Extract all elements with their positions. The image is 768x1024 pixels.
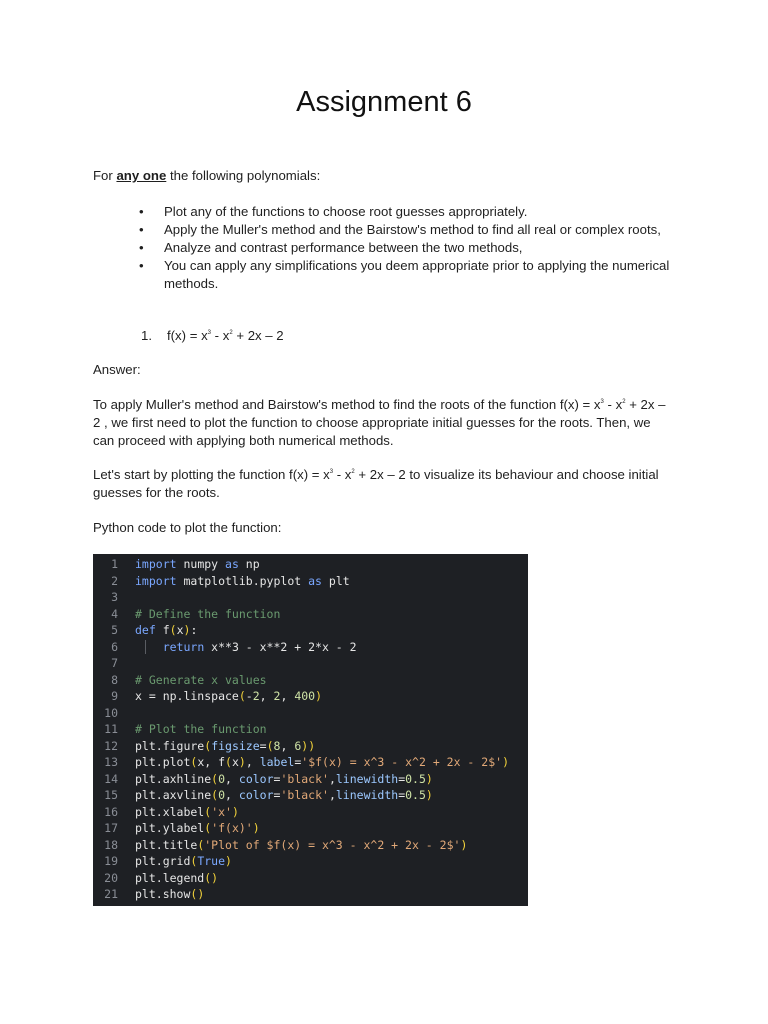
document-title: Assignment 6 (296, 86, 472, 118)
line-number: 20 (104, 870, 118, 885)
line-number: 11 (104, 722, 118, 736)
line-number: 13 (104, 755, 118, 769)
intro-paragraph (93, 167, 673, 185)
code-text: return x**3 - x**2 + 2*x - 2 (162, 639, 357, 654)
code-label: Python code to plot the function: (93, 520, 282, 535)
function-text: $f(x) = x^3 - x^2 + 2x - 2$ (167, 328, 284, 343)
line-number: 16 (104, 804, 118, 819)
line-number: 19 (104, 854, 118, 868)
bullet-list (139, 203, 679, 293)
code-text: def f(x): (135, 623, 198, 637)
answer-paragraph-1: To apply Muller's method and Bairstow's method to find the roots of the function $f(x) = x^3 - x^2 + 2x - 2$ , we first need to plot the function to choose appropriate initial guesses for the roots. Then, we can proceed with applying both numerical methods. (93, 397, 666, 448)
line-number: 9 (111, 689, 118, 703)
indent-guide (145, 640, 146, 655)
line-number: 18 (104, 837, 118, 852)
line-number: 8 (111, 672, 118, 687)
line-number: 2 (111, 573, 118, 588)
code-text: plt.figure(figsize=(8, 6)) (135, 738, 316, 753)
intro-emphasis: any one (116, 168, 167, 183)
code-text: plt.plot(x, f(x), label='$f(x) = x^3 - x^2 + 2x - 2$') (135, 755, 509, 769)
code-text: plt.ylabel('f(x)') (135, 821, 260, 835)
code-text: import numpy as np (135, 557, 260, 571)
line-number: 17 (104, 821, 118, 835)
answer-label: Answer: (93, 362, 141, 377)
bullet-item: • Apply the Muller's method and the Bairstow's method to find all real or complex roots, (139, 221, 679, 239)
line-number: 7 (111, 656, 118, 670)
item-number: 1. (141, 328, 152, 343)
code-text: plt.show() (135, 887, 205, 901)
line-number: 6 (111, 639, 118, 654)
line-number: 14 (104, 771, 118, 786)
code-text: # Define the function (135, 606, 281, 621)
code-text: plt.axvline(0, color='black',linewidth=0.5) (135, 788, 433, 802)
code-text: plt.grid(True) (135, 854, 232, 868)
code-text: x = np.linspace(-2, 2, 400) (135, 689, 323, 703)
code-text: # Generate x values (135, 672, 267, 687)
code-text: plt.title('Plot of $f(x) = x^3 - x^2 + 2x - 2$') (135, 837, 468, 852)
line-number: 10 (104, 705, 118, 720)
line-number: 12 (104, 738, 118, 753)
answer-paragraph-2: Let's start by plotting the function $f(x) = x^3 - x^2 + 2x - 2$ to visualize its behaviour and choose initial guesses for the roots. (93, 467, 659, 500)
line-number: 4 (111, 606, 118, 621)
code-text: plt.legend() (135, 870, 219, 885)
numbered-item (141, 327, 284, 345)
bullet-item: • You can apply any simplifications you deem appropriate prior to applying the numerical methods. (139, 257, 679, 293)
line-number: 15 (104, 788, 118, 802)
bullet-item: • Plot any of the functions to choose root guesses appropriately. (139, 203, 679, 221)
bullet-item: • Analyze and contrast performance between the two methods, (139, 239, 679, 257)
code-block (93, 554, 528, 906)
code-text: plt.xlabel('x') (135, 804, 239, 819)
intro-prefix: For (93, 168, 117, 183)
intro-suffix: the following polynomials: (166, 168, 321, 183)
line-number: 5 (111, 623, 118, 637)
line-number: 3 (111, 590, 118, 604)
line-number: 1 (111, 557, 118, 571)
code-text: import matplotlib.pyplot as plt (135, 573, 350, 588)
line-number: 21 (104, 887, 118, 901)
code-text: plt.axhline(0, color='black',linewidth=0.5) (135, 771, 433, 786)
code-text: # Plot the function (135, 722, 267, 736)
